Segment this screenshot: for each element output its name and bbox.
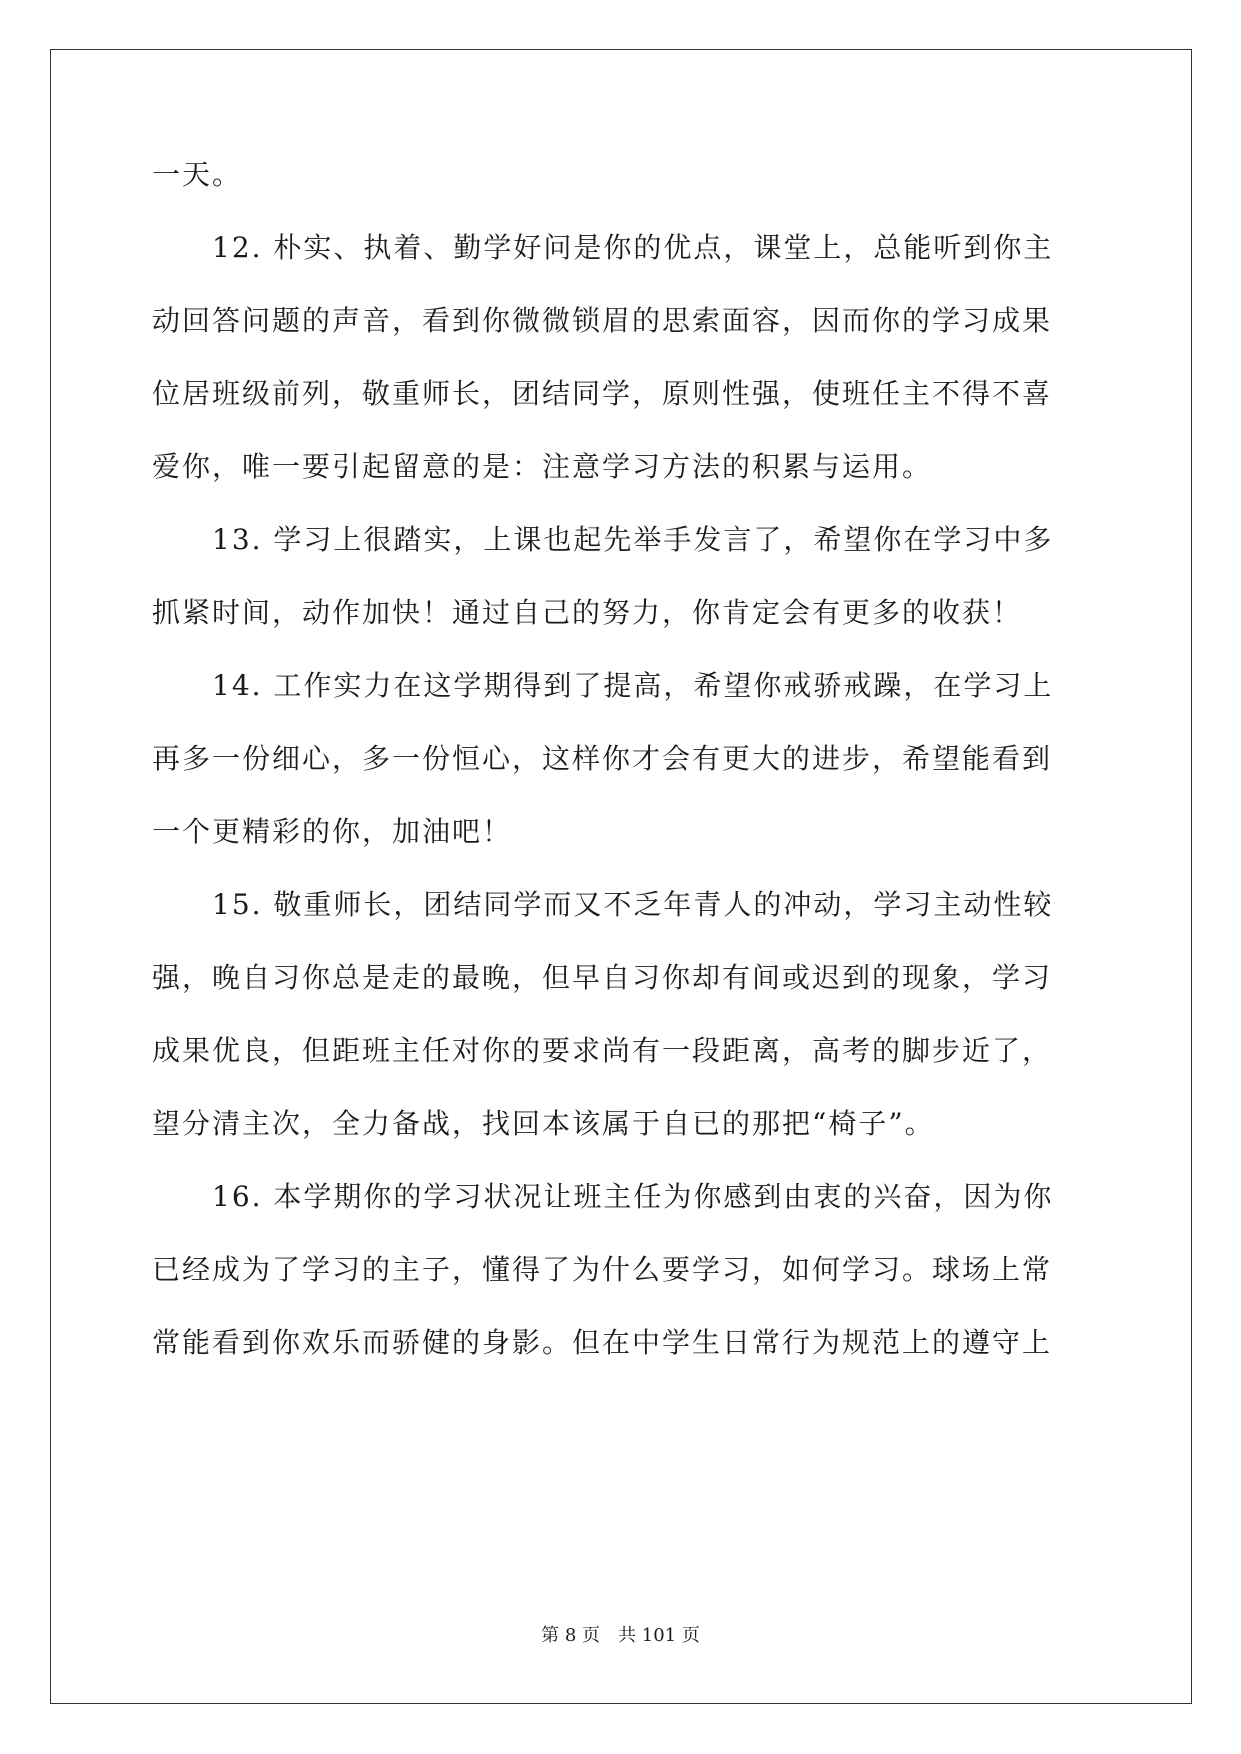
page-number-footer: 第 8 页 共 101 页: [541, 1625, 700, 1646]
text-line: 常能看到你欢乐而骄健的身影。但在中学生日常行为规范上的遵守上: [152, 1326, 1053, 1359]
text-line: 15. 敬重师长，团结同学而又不乏年青人的冲动，学习主动性较: [152, 888, 1054, 921]
text-line: 已经成为了学习的主子，懂得了为什么要学习，如何学习。球场上常: [152, 1253, 1053, 1286]
text-line: 13. 学习上很踏实，上课也起先举手发言了，希望你在学习中多: [152, 523, 1054, 556]
text-line: 抓紧时间，动作加快！通过自己的努力，你肯定会有更多的收获！: [152, 596, 1023, 629]
text-line: 望分清主次，全力备战，找回本该属于自已的那把“椅子”。: [152, 1107, 935, 1140]
text-line: 一个更精彩的你，加油吧！: [152, 815, 513, 848]
text-line: 成果优良，但距班主任对你的要求尚有一段距离，高考的脚步近了，: [152, 1034, 1053, 1067]
text-line: 强，晚自习你总是走的最晚，但早自习你却有间或迟到的现象，学习: [152, 961, 1053, 994]
text-line: 12. 朴实、执着、勤学好问是你的优点，课堂上，总能听到你主: [152, 231, 1054, 264]
text-line: 再多一份细心，多一份恒心，这样你才会有更大的进步，希望能看到: [152, 742, 1053, 775]
text-line: 一天。: [152, 158, 243, 191]
text-line: 爱你，唯一要引起留意的是：注意学习方法的积累与运用。: [152, 450, 933, 483]
text-line: 16. 本学期你的学习状况让班主任为你感到由衷的兴奋，因为你: [152, 1180, 1054, 1213]
text-line: 位居班级前列，敬重师长，团结同学，原则性强，使班任主不得不喜: [152, 377, 1053, 410]
text-line: 14. 工作实力在这学期得到了提高，希望你戒骄戒躁，在学习上: [152, 669, 1054, 702]
text-line: 动回答问题的声音，看到你微微锁眉的思索面容，因而你的学习成果: [152, 304, 1053, 337]
